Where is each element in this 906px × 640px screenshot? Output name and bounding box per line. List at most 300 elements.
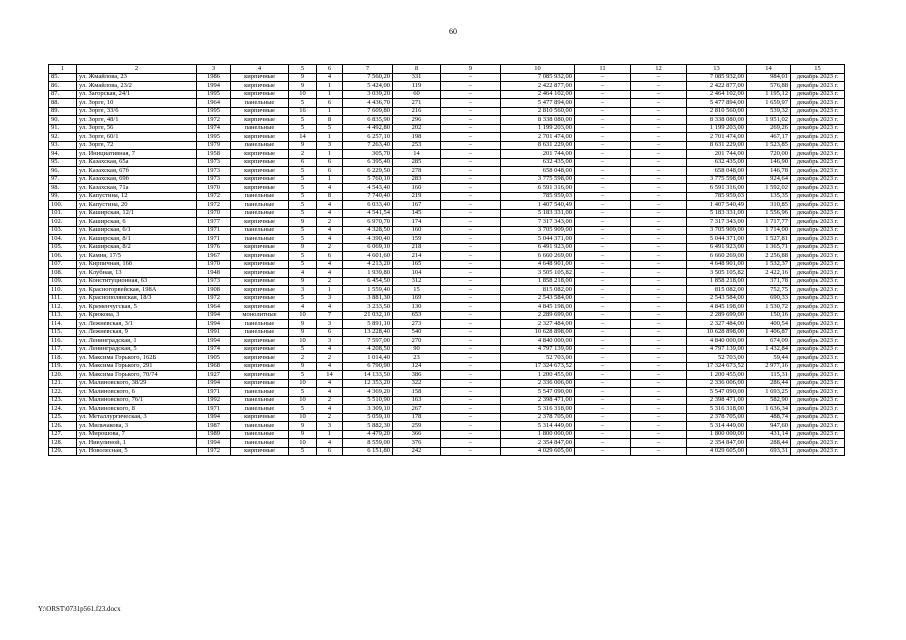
row-number-cell: 126.: [49, 422, 77, 431]
deadline-cell: декабрь 2023 г.: [791, 388, 845, 397]
cost-sum-cell: 3 505 105,82: [687, 269, 747, 278]
row-number-cell: 104.: [49, 235, 77, 244]
wall-material-cell: кирпичные: [231, 243, 289, 252]
table-row: [49, 201, 845, 210]
cost-sum-cell: 6 591 316,00: [687, 184, 747, 193]
table-row: [49, 447, 845, 456]
wall-material-cell: кирпичные: [231, 116, 289, 125]
cost-total-cell: 4 029 605,00: [501, 447, 575, 456]
residents-cell: 174: [393, 218, 441, 227]
year-cell: 1972: [197, 201, 231, 210]
col-12-cell: –: [631, 311, 687, 320]
cost-sum-cell: 658 048,00: [687, 167, 747, 176]
row-number-cell: 112.: [49, 303, 77, 312]
entrances-cell: 1: [317, 107, 343, 116]
col-12-cell: –: [631, 345, 687, 354]
col-12-cell: –: [631, 158, 687, 167]
floors-cell: 9: [289, 328, 317, 337]
area-cell: 21 032,10: [343, 311, 393, 320]
col-9-cell: –: [441, 371, 501, 380]
deadline-cell: декабрь 2023 г.: [791, 277, 845, 286]
table-row: [49, 90, 845, 99]
col-11-cell: –: [575, 90, 631, 99]
cost-total-cell: 7 085 932,00: [501, 73, 575, 82]
table-row: [49, 345, 845, 354]
floors-cell: 9: [289, 82, 317, 91]
year-cell: 1974: [197, 345, 231, 354]
cost-per-m2-cell: 690,33: [747, 294, 791, 303]
row-number-cell: 92.: [49, 133, 77, 142]
col-12-cell: –: [631, 73, 687, 82]
cost-sum-cell: 2 701 474,00: [687, 133, 747, 142]
residents-cell: 242: [393, 447, 441, 456]
entrances-cell: 3: [317, 141, 343, 150]
col-11-cell: –: [575, 354, 631, 363]
deadline-cell: декабрь 2023 г.: [791, 286, 845, 295]
col-9-cell: –: [441, 260, 501, 269]
table-row: [49, 124, 845, 133]
year-cell: 1976: [197, 243, 231, 252]
col-11-cell: –: [575, 447, 631, 456]
floors-cell: 5: [289, 99, 317, 108]
deadline-cell: декабрь 2023 г.: [791, 192, 845, 201]
wall-material-cell: кирпичные: [231, 286, 289, 295]
floors-cell: 6: [289, 158, 317, 167]
cost-total-cell: 5 547 090,00: [501, 388, 575, 397]
floors-cell: 5: [289, 184, 317, 193]
col-9-cell: –: [441, 447, 501, 456]
address-cell: ул. Капустина, 20: [77, 201, 197, 210]
deadline-cell: декабрь 2023 г.: [791, 218, 845, 227]
deadline-cell: декабрь 2023 г.: [791, 184, 845, 193]
col-11-cell: –: [575, 99, 631, 108]
floors-cell: 9: [289, 430, 317, 439]
row-number-cell: 124.: [49, 405, 77, 414]
table-row: [49, 388, 845, 397]
wall-material-cell: панельные: [231, 201, 289, 210]
address-cell: ул. Ленинградская, 5: [77, 345, 197, 354]
deadline-cell: декабрь 2023 г.: [791, 167, 845, 176]
cost-per-m2-cell: 984,01: [747, 73, 791, 82]
deadline-cell: декабрь 2023 г.: [791, 439, 845, 448]
residents-cell: 90: [393, 345, 441, 354]
deadline-cell: декабрь 2023 г.: [791, 235, 845, 244]
entrances-cell: 4: [317, 235, 343, 244]
wall-material-cell: панельные: [231, 124, 289, 133]
row-number-cell: 97.: [49, 175, 77, 184]
cost-per-m2-cell: 1 530,72: [747, 303, 791, 312]
floors-cell: 3: [289, 286, 317, 295]
entrances-cell: 6: [317, 158, 343, 167]
floors-cell: 5: [289, 371, 317, 380]
col-12-cell: –: [631, 320, 687, 329]
col-12-cell: –: [631, 184, 687, 193]
address-cell: ул. Каширская, 8/2: [77, 243, 197, 252]
cost-sum-cell: 815 082,00: [687, 286, 747, 295]
floors-cell: 5: [289, 192, 317, 201]
col-9-cell: –: [441, 294, 501, 303]
area-cell: 5 424,00: [343, 82, 393, 91]
table-row: [49, 311, 845, 320]
year-cell: 1979: [197, 141, 231, 150]
address-cell: ул. Мильчакова, 3: [77, 422, 197, 431]
wall-material-cell: кирпичные: [231, 345, 289, 354]
header-cell: 10: [501, 65, 575, 74]
table-row: [49, 150, 845, 159]
row-number-cell: 110.: [49, 286, 77, 295]
cost-total-cell: 4 797 139,00: [501, 345, 575, 354]
cost-per-m2-cell: 2 256,88: [747, 252, 791, 261]
floors-cell: 5: [289, 345, 317, 354]
col-9-cell: –: [441, 107, 501, 116]
col-12-cell: –: [631, 303, 687, 312]
wall-material-cell: кирпичные: [231, 371, 289, 380]
cost-sum-cell: 17 324 673,52: [687, 362, 747, 371]
floors-cell: 10: [289, 396, 317, 405]
row-number-cell: 123.: [49, 396, 77, 405]
row-number-cell: 114.: [49, 320, 77, 329]
area-cell: 5 510,90: [343, 396, 393, 405]
entrances-cell: 4: [317, 73, 343, 82]
cost-per-m2-cell: 1 523,85: [747, 141, 791, 150]
address-cell: ул. Казахская, 71а: [77, 184, 197, 193]
col-11-cell: –: [575, 320, 631, 329]
entrances-cell: 4: [317, 184, 343, 193]
col-11-cell: –: [575, 73, 631, 82]
table-row: [49, 371, 845, 380]
col-12-cell: –: [631, 150, 687, 159]
row-number-cell: 101.: [49, 209, 77, 218]
col-9-cell: –: [441, 328, 501, 337]
col-11-cell: –: [575, 371, 631, 380]
header-cell: 11: [575, 65, 631, 74]
col-12-cell: –: [631, 362, 687, 371]
floors-cell: 9: [289, 218, 317, 227]
address-cell: ул. Лежневская, 3/1: [77, 320, 197, 329]
address-cell: ул. Малиновского, 76/1: [77, 396, 197, 405]
floors-cell: 5: [289, 235, 317, 244]
cost-sum-cell: 5 316 318,00: [687, 405, 747, 414]
residents-cell: 202: [393, 124, 441, 133]
year-cell: 1971: [197, 405, 231, 414]
col-11-cell: –: [575, 337, 631, 346]
year-cell: 1972: [197, 192, 231, 201]
col-9-cell: –: [441, 269, 501, 278]
address-cell: ул. Малиновского, 38/29: [77, 379, 197, 388]
col-12-cell: –: [631, 277, 687, 286]
address-cell: ул. Ленинградская, 1: [77, 337, 197, 346]
area-cell: 1 559,40: [343, 286, 393, 295]
year-cell: 1972: [197, 447, 231, 456]
deadline-cell: декабрь 2023 г.: [791, 320, 845, 329]
cost-total-cell: 8 338 080,00: [501, 116, 575, 125]
area-cell: 4 492,80: [343, 124, 393, 133]
floors-cell: 2: [289, 150, 317, 159]
entrances-cell: 2: [317, 354, 343, 363]
col-9-cell: –: [441, 405, 501, 414]
table-row: [49, 422, 845, 431]
cost-per-m2-cell: 1 556,96: [747, 209, 791, 218]
col-11-cell: –: [575, 141, 631, 150]
cost-sum-cell: 8 338 080,00: [687, 116, 747, 125]
cost-sum-cell: 2 327 484,00: [687, 320, 747, 329]
deadline-cell: декабрь 2023 г.: [791, 133, 845, 142]
col-9-cell: –: [441, 141, 501, 150]
area-cell: 4 541,54: [343, 209, 393, 218]
table-row: [49, 328, 845, 337]
floors-cell: 9: [289, 362, 317, 371]
cost-total-cell: 201 744,00: [501, 150, 575, 159]
col-12-cell: –: [631, 388, 687, 397]
col-11-cell: –: [575, 277, 631, 286]
col-12-cell: –: [631, 243, 687, 252]
entrances-cell: 2: [317, 396, 343, 405]
residents-cell: 119: [393, 82, 441, 91]
area-cell: 7 740,40: [343, 192, 393, 201]
col-12-cell: –: [631, 260, 687, 269]
data-table: [48, 64, 845, 456]
area-cell: 12 353,20: [343, 379, 393, 388]
entrances-cell: 4: [317, 226, 343, 235]
residents-cell: 218: [393, 243, 441, 252]
area-cell: 5 059,10: [343, 413, 393, 422]
col-11-cell: –: [575, 218, 631, 227]
table-row: [49, 167, 845, 176]
deadline-cell: декабрь 2023 г.: [791, 158, 845, 167]
cost-total-cell: 5 316 318,00: [501, 405, 575, 414]
table-row: [49, 184, 845, 193]
deadline-cell: декабрь 2023 г.: [791, 99, 845, 108]
cost-per-m2-cell: 1 659,97: [747, 99, 791, 108]
area-cell: 4 436,70: [343, 99, 393, 108]
year-cell: 1994: [197, 379, 231, 388]
cost-per-m2-cell: 146,78: [747, 167, 791, 176]
cost-per-m2-cell: 310,85: [747, 201, 791, 210]
year-cell: 1908: [197, 286, 231, 295]
residents-cell: 60: [393, 90, 441, 99]
row-number-cell: 89.: [49, 107, 77, 116]
wall-material-cell: кирпичные: [231, 252, 289, 261]
table-row: [49, 158, 845, 167]
cost-per-m2-cell: 924,64: [747, 175, 791, 184]
deadline-cell: декабрь 2023 г.: [791, 107, 845, 116]
entrances-cell: 3: [317, 294, 343, 303]
cost-per-m2-cell: 1 592,02: [747, 184, 791, 193]
cost-total-cell: 632 435,00: [501, 158, 575, 167]
wall-material-cell: панельные: [231, 192, 289, 201]
address-cell: ул. Крюкова, 3: [77, 311, 197, 320]
col-12-cell: –: [631, 354, 687, 363]
residents-cell: 273: [393, 320, 441, 329]
cost-per-m2-cell: 539,32: [747, 107, 791, 116]
cost-per-m2-cell: 400,54: [747, 320, 791, 329]
residents-cell: 104: [393, 269, 441, 278]
row-number-cell: 128.: [49, 439, 77, 448]
wall-material-cell: панельные: [231, 388, 289, 397]
deadline-cell: декабрь 2023 г.: [791, 175, 845, 184]
col-12-cell: –: [631, 209, 687, 218]
row-number-cell: 93.: [49, 141, 77, 150]
col-12-cell: –: [631, 90, 687, 99]
floors-cell: 9: [289, 422, 317, 431]
cost-sum-cell: 5 477 894,00: [687, 99, 747, 108]
row-number-cell: 94.: [49, 150, 77, 159]
col-9-cell: –: [441, 430, 501, 439]
wall-material-cell: кирпичные: [231, 73, 289, 82]
cost-total-cell: 3 505 105,82: [501, 269, 575, 278]
address-cell: ул. Кременчугская, 5: [77, 303, 197, 312]
col-9-cell: –: [441, 243, 501, 252]
address-cell: ул. Краснополянская, 18/3: [77, 294, 197, 303]
area-cell: 6 229,50: [343, 167, 393, 176]
footer-path: Y:\ORST\0731p561.f23.docx: [38, 605, 121, 613]
address-cell: ул. Максима Горького, 291: [77, 362, 197, 371]
entrances-cell: 4: [317, 439, 343, 448]
header-cell: 2: [77, 65, 197, 74]
floors-cell: 5: [289, 124, 317, 133]
col-12-cell: –: [631, 269, 687, 278]
floors-cell: 4: [289, 303, 317, 312]
col-11-cell: –: [575, 124, 631, 133]
table-row: [49, 362, 845, 371]
entrances-cell: 4: [317, 303, 343, 312]
deadline-cell: декабрь 2023 г.: [791, 430, 845, 439]
col-11-cell: –: [575, 209, 631, 218]
entrances-cell: 4: [317, 405, 343, 414]
area-cell: 4 543,40: [343, 184, 393, 193]
address-cell: ул. Казахская, 65а: [77, 158, 197, 167]
floors-cell: 5: [289, 226, 317, 235]
deadline-cell: декабрь 2023 г.: [791, 362, 845, 371]
year-cell: 1995: [197, 133, 231, 142]
cost-per-m2-cell: 752,75: [747, 286, 791, 295]
floors-cell: 5: [289, 447, 317, 456]
cost-sum-cell: 1 407 540,49: [687, 201, 747, 210]
col-12-cell: –: [631, 235, 687, 244]
entrances-cell: 3: [317, 337, 343, 346]
cost-total-cell: 2 422 877,00: [501, 82, 575, 91]
cost-per-m2-cell: 467,17: [747, 133, 791, 142]
residents-cell: 160: [393, 184, 441, 193]
cost-per-m2-cell: 1 717,77: [747, 218, 791, 227]
cost-total-cell: 4 845 198,00: [501, 303, 575, 312]
entrances-cell: 4: [317, 379, 343, 388]
cost-total-cell: 5 314 449,00: [501, 422, 575, 431]
table-row: [49, 218, 845, 227]
floors-cell: 5: [289, 294, 317, 303]
cost-total-cell: 2 464 102,00: [501, 90, 575, 99]
year-cell: 1994: [197, 413, 231, 422]
deadline-cell: декабрь 2023 г.: [791, 243, 845, 252]
entrances-cell: 1: [317, 90, 343, 99]
floors-cell: 5: [289, 260, 317, 269]
table-row: [49, 320, 845, 329]
table-row: [49, 294, 845, 303]
floors-cell: 14: [289, 133, 317, 142]
col-11-cell: –: [575, 430, 631, 439]
col-11-cell: –: [575, 422, 631, 431]
cost-total-cell: 6 491 923,00: [501, 243, 575, 252]
col-9-cell: –: [441, 124, 501, 133]
cost-sum-cell: 7 317 343,00: [687, 218, 747, 227]
col-9-cell: –: [441, 311, 501, 320]
col-9-cell: –: [441, 226, 501, 235]
col-11-cell: –: [575, 167, 631, 176]
area-cell: 6 454,50: [343, 277, 393, 286]
row-number-cell: 91.: [49, 124, 77, 133]
col-12-cell: –: [631, 422, 687, 431]
residents-cell: 169: [393, 294, 441, 303]
wall-material-cell: панельные: [231, 141, 289, 150]
col-9-cell: –: [441, 82, 501, 91]
row-number-cell: 111.: [49, 294, 77, 303]
table-row: [49, 430, 845, 439]
cost-total-cell: 2 810 560,00: [501, 107, 575, 116]
col-12-cell: –: [631, 124, 687, 133]
deadline-cell: декабрь 2023 г.: [791, 294, 845, 303]
cost-per-m2-cell: 146,90: [747, 158, 791, 167]
header-cell: 9: [441, 65, 501, 74]
residents-cell: 270: [393, 337, 441, 346]
address-cell: ул. Металлургическая, 3: [77, 413, 197, 422]
floors-cell: 5: [289, 209, 317, 218]
entrances-cell: 6: [317, 99, 343, 108]
col-12-cell: –: [631, 175, 687, 184]
cost-sum-cell: 5 547 090,00: [687, 388, 747, 397]
residents-cell: 15: [393, 286, 441, 295]
cost-total-cell: 3 705 909,00: [501, 226, 575, 235]
entrances-cell: 4: [317, 269, 343, 278]
entrances-cell: 6: [317, 252, 343, 261]
residents-cell: 312: [393, 277, 441, 286]
floors-cell: 10: [289, 311, 317, 320]
row-number-cell: 99.: [49, 192, 77, 201]
deadline-cell: декабрь 2023 г.: [791, 422, 845, 431]
deadline-cell: декабрь 2023 г.: [791, 311, 845, 320]
floors-cell: 5: [289, 167, 317, 176]
row-number-cell: 119.: [49, 362, 77, 371]
entrances-cell: 8: [317, 192, 343, 201]
table-row: [49, 379, 845, 388]
deadline-cell: декабрь 2023 г.: [791, 141, 845, 150]
cost-sum-cell: 8 631 229,00: [687, 141, 747, 150]
wall-material-cell: кирпичные: [231, 133, 289, 142]
entrances-cell: 1: [317, 286, 343, 295]
cost-total-cell: 2 701 474,00: [501, 133, 575, 142]
cost-sum-cell: 5 183 331,00: [687, 209, 747, 218]
table-row: [49, 439, 845, 448]
col-11-cell: –: [575, 226, 631, 235]
deadline-cell: декабрь 2023 г.: [791, 345, 845, 354]
address-cell: ул. Новолесная, 5: [77, 447, 197, 456]
area-cell: 6 069,10: [343, 243, 393, 252]
row-number-cell: 96.: [49, 167, 77, 176]
deadline-cell: декабрь 2023 г.: [791, 82, 845, 91]
table-row: [49, 133, 845, 142]
table-row: [49, 141, 845, 150]
col-12-cell: –: [631, 201, 687, 210]
cost-per-m2-cell: 674,09: [747, 337, 791, 346]
wall-material-cell: кирпичные: [231, 167, 289, 176]
entrances-cell: 4: [317, 362, 343, 371]
cost-per-m2-cell: 693,31: [747, 447, 791, 456]
entrances-cell: 8: [317, 116, 343, 125]
row-number-cell: 95.: [49, 158, 77, 167]
cost-per-m2-cell: 576,88: [747, 82, 791, 91]
wall-material-cell: кирпичные: [231, 150, 289, 159]
cost-sum-cell: 632 435,00: [687, 158, 747, 167]
cost-total-cell: 10 628 898,00: [501, 328, 575, 337]
